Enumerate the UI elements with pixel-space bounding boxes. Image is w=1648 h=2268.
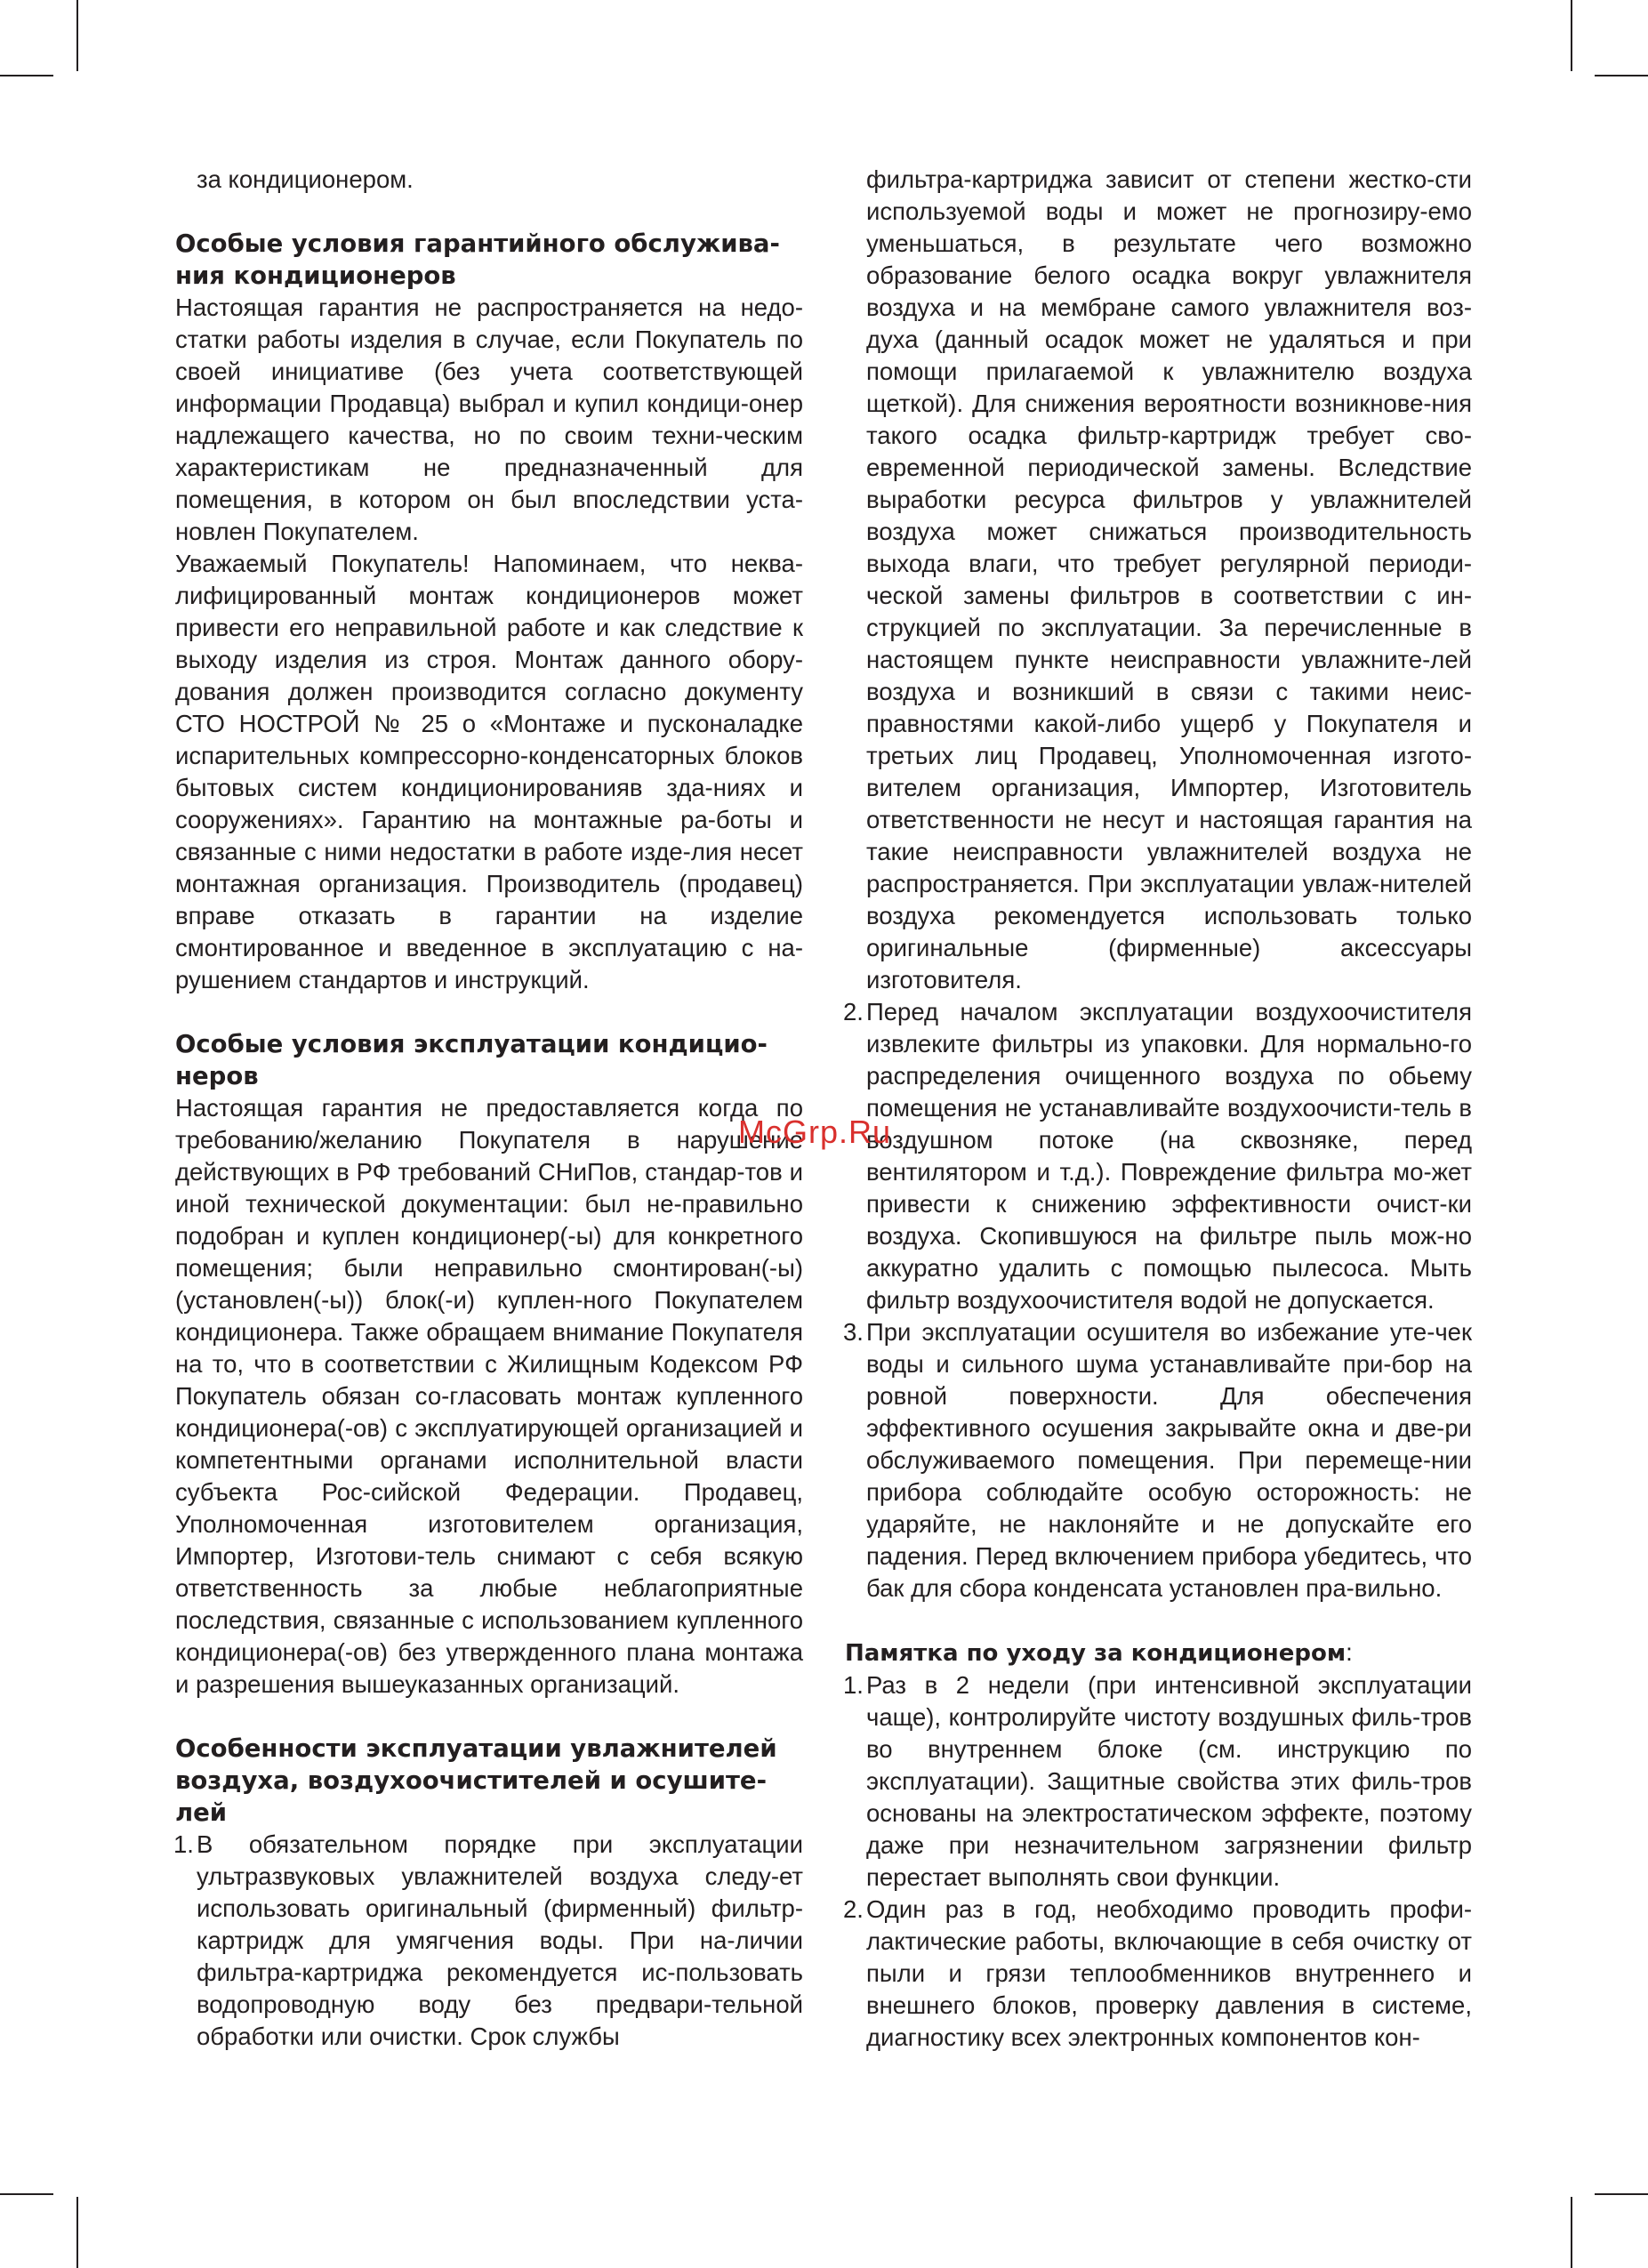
list-number: 1. [173,1830,194,1858]
list-item [845,996,1472,1316]
list-item-text: В обязательном порядке при эксплуатации ультразвуковых увлажнителей воздуха следу-ет использовать оригинальный (фирменный) фильтр-картридж для умягчения воды. При на-личии фильтра-картриджа рекомендуется ис-пользовать водопроводную воду без предвари-тельной обработки или очистки. Срок службы [197,1830,803,2050]
section-heading-humidifiers: Особенности эксплуатации увлажнителей воздуха, воздухоочистителей и осушите-лей [175,1734,777,1827]
list-item [175,1829,803,2053]
section-heading-memo: Памятка по уходу за кондиционером [845,1640,1347,1667]
crop-mark [0,2193,53,2195]
lead-in-text: за кондиционером. [197,165,414,193]
section-heading-operation: Особые условия эксплуатации кондицио-неров [175,1030,768,1090]
right-column [845,164,1472,2054]
crop-mark [1571,2197,1572,2268]
left-column [175,164,803,2053]
watermark-text: McGrp.Ru [738,1114,892,1150]
list-number: 3. [843,1318,864,1346]
list-item [845,1894,1472,2054]
list-item-text: Перед началом эксплуатации воздухоочистителя извлеките фильтры из упаковки. Для нормально-го распределения очищенного воздуха по обьему помещения не устанавливайте воздухоочисти-тель в воздушном потоке (на сквозняке, перед вентилятором и т.д.). Повреждение фильтра мо-жет привести к снижению эффективности очист-ки воздуха. Скопившуюся на фильтре пыль мож-но аккуратно удалить с помощью пылесоса. Мыть фильтр воздухоочистителя водой не допускается. [866,998,1472,1314]
numbered-list [845,996,1472,1604]
list-item [845,1669,1472,1894]
section-heading-warranty: Особые условия гарантийного обслужива-ния кондиционеров [175,229,780,290]
list-item-text: Раз в 2 недели (при интенсивной эксплуатации чаще), контролируйте чистоту воздушных филь-тров во внутреннем блоке (см. инструкцию по эксплуатации). Защитные свойства этих филь-тров основаны на электростатическом эффекте, поэтому даже при незначительном загрязнении фильтр перестает выполнять свои функции. [866,1671,1472,1891]
crop-mark [0,75,53,76]
paragraph: Уважаемый Покупатель! Напоминаем, что неква-лифицированный монтаж кондиционеров может привести его неправильной работе и как следствие к выходу изделия из строя. Монтаж данного обору-дования должен производится согласно документу СТО НОСТРОЙ № 25 о «Монтаже и пусконаладке испарительных компрессорно-конденсаторных блоков бытовых систем кондиционированияв зда-ниях и сооружениях». Гарантию на монтажные ра-боты и связанные с ними недостатки в работе изде-лия несет монтажная организация. Производитель (продавец) вправе отказать в гарантии на изделие смонтированное и введенное в эксплуатацию с на-рушением стандартов и инструкций. [175,550,803,993]
crop-mark [1595,2193,1648,2195]
crop-mark [76,2197,78,2268]
list-number: 2. [843,998,864,1025]
list-item-text: При эксплуатации осушителя во избежание уте-чек воды и сильного шума устанавливайте при-бор на ровной поверхности. Для обеспечения эффективного осушения закрывайте окна и две-ри обслуживаемого помещения. При перемеще-нии прибора соблюдайте особую осторожность: не ударяйте, не наклоняйте и не допускайте его падения. Перед включением прибора убедитесь, что бак для сбора конденсата установлен пра-вильно. [866,1318,1472,1602]
crop-mark [1595,75,1648,76]
list-item [845,1316,1472,1604]
list-number: 2. [843,1895,864,1923]
list-number: 1. [843,1671,864,1699]
crop-mark [76,0,78,71]
paragraph: Настоящая гарантия не предоставляется когда по требованию/желанию Покупателя в нарушение действующих в РФ требований СНиПов, стандар-тов и иной технической документации: был не-правильно подобран и куплен кондиционер(-ы) для конкретного помещения; были неправильно смонтирован(-ы) (установлен(-ы)) блок(-и) куплен-ного Покупателем кондиционера. Также обращаем внимание Покупателя на то, что в соответствии с Жилищным Кодексом РФ Покупатель обязан со-гласовать монтаж купленного кондиционера(-ов) с эксплуатирующей организацией и компетентными органами исполнительной власти субъекта Рос-сийской Федерации. Продавец, Уполномоченная изготовителем организация, Импортер, Изготови-тель снимают с себя всякую ответственность за любые неблагоприятные последствия, связанные с использованием купленного кондиционера(-ов) без утвержденного плана монтажа и разрешения вышеуказанных организаций. [175,1094,803,1698]
crop-mark [1571,0,1572,71]
memo-heading-line [845,1637,1472,1669]
numbered-list [845,1669,1472,2054]
paragraph: Настоящая гарантия не распространяется на недо-статки работы изделия в случае, если Покупатель по своей инициативе (без учета соответствующей информации Продавца) выбрал и купил кондици-онер надлежащего качества, но по своим техни-ческим характеристикам не предназначенный для помещения, в котором он был впоследствии уста-новлен Покупателем. [175,294,803,545]
heading-colon: : [1346,1638,1353,1666]
list-item-text: Один раз в год, необходимо проводить профи-лактические работы, включающие в себя очистку от пыли и грязи теплообменников внутреннего и внешнего блоков, проверку давления в системе, диагностику всех электронных компонентов кон- [866,1895,1472,2051]
continuation-text: фильтра-картриджа зависит от степени жестко-сти используемой воды и может не прогнозиру-емо уменьшаться, в результате чего возможно образование белого осадка вокруг увлажнителя воздуха и на мембране самого увлажнителя воз-духа (данный осадок может не удаляться и при помощи прилагаемой к увлажнителю воздуха щеткой). Для снижения вероятности возникнове-ния такого осадка фильтр-картридж требует сво-евременной периодической замены. Вследствие выработки ресурса фильтров у увлажнителей воздуха может снижаться производительность выхода влаги, что требует регулярной периоди-ческой замены фильтров в соответствии с ин-струкцией по эксплуатации. За перечисленные в настоящем пункте неисправности увлажните-лей воздуха и возникший в связи с такими неис-правностями какой-либо ущерб у Покупателя и третьих лиц Продавец, Уполномоченная изгото-вителем организация, Импортер, Изготовитель ответственности не несут и настоящая гарантия на такие неисправности увлажнителей воздуха не распространяется. При эксплуатации увлаж-нителей воздуха рекомендуется использовать только оригинальные (фирменные) аксессуары изготовителя. [866,165,1472,993]
numbered-list [175,1829,803,2053]
